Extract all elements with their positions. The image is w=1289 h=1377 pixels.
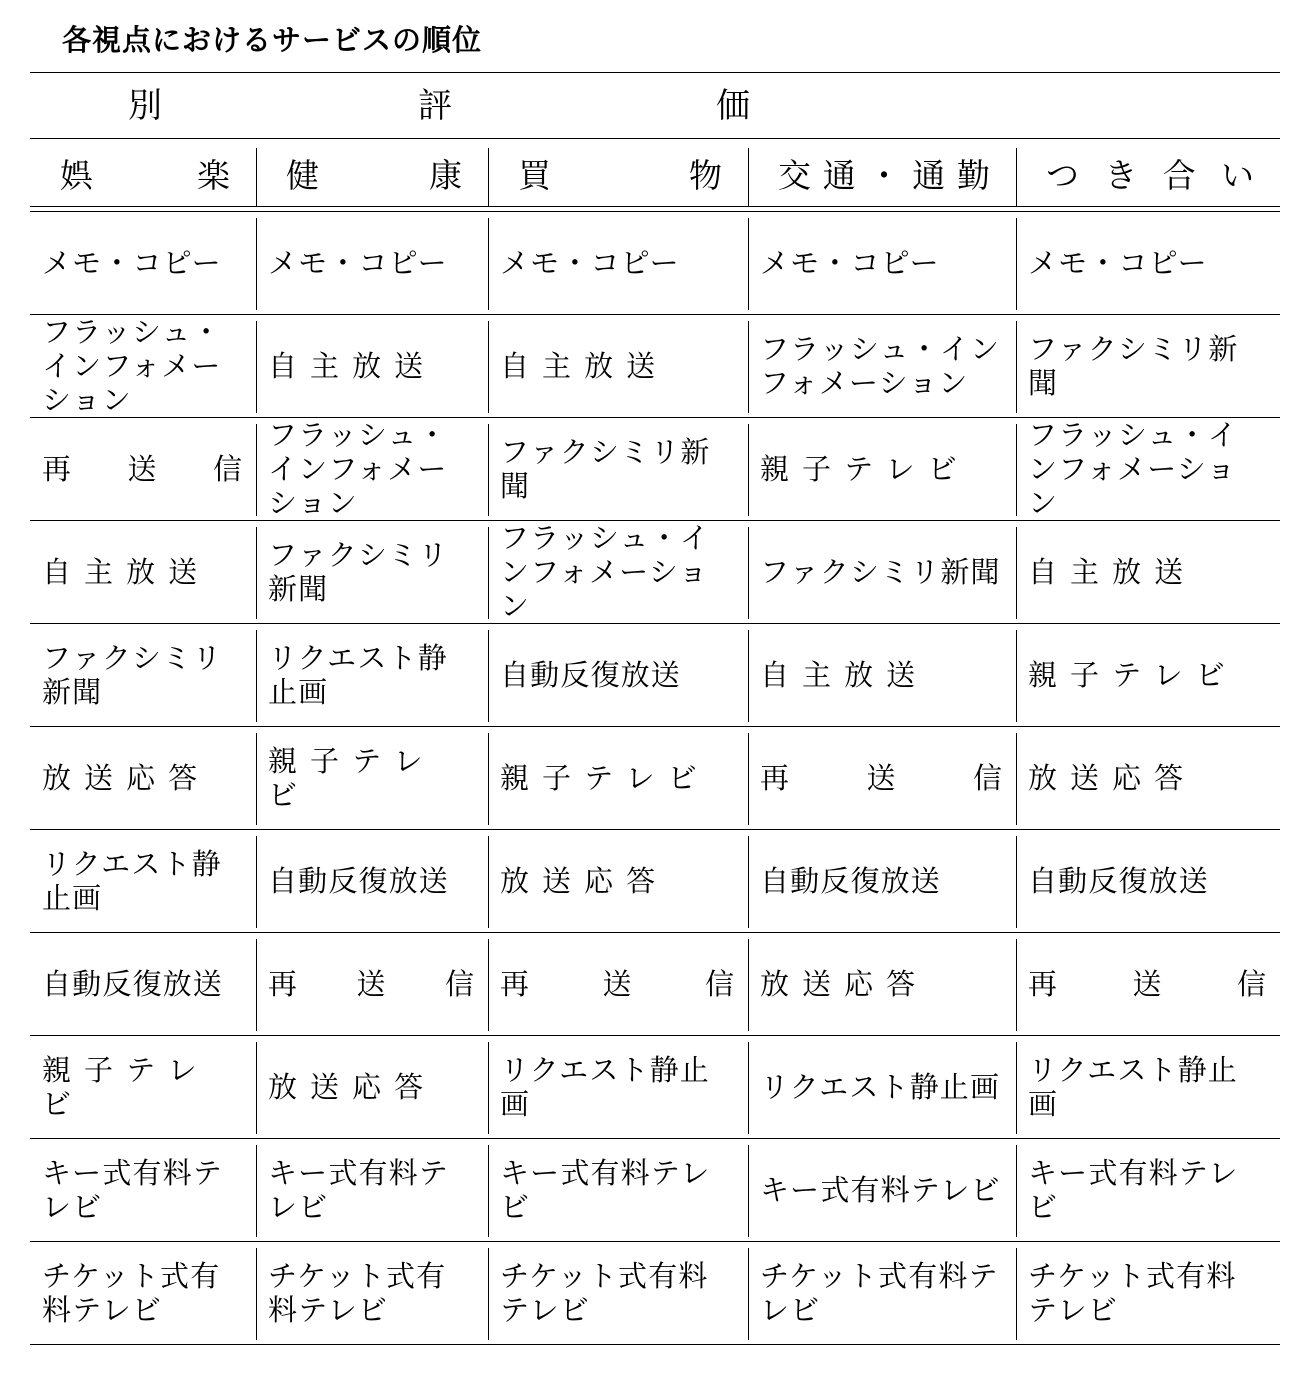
- column-separator: [1016, 218, 1017, 310]
- column-header-char: 娯: [60, 155, 93, 195]
- cell-char: 再: [268, 966, 298, 1001]
- cell-text: チケット式有料テレビ: [760, 1258, 999, 1327]
- column-separator: [256, 939, 257, 1031]
- cell-text: 放送応答: [42, 760, 211, 795]
- cell-text: チケット式有料テレビ: [1028, 1258, 1237, 1327]
- table-row: [30, 933, 1280, 1036]
- column-separator: [488, 1248, 489, 1340]
- table-cell-shopping: [488, 1139, 748, 1240]
- table-cell-shopping: [488, 1036, 748, 1137]
- table-cell-health: [256, 1139, 488, 1240]
- table-row: [30, 212, 1280, 315]
- column-separator: [748, 630, 749, 722]
- cell-text: メモ・コピー: [500, 245, 680, 280]
- table-cell-entertainment: [30, 933, 256, 1034]
- column-header-separator: [748, 148, 749, 206]
- table-cell-shopping: [488, 727, 748, 828]
- table-row: [30, 1139, 1280, 1242]
- table-cell-social: [1016, 315, 1280, 416]
- column-separator: [748, 424, 749, 516]
- cell-text: チケット式有料テレビ: [268, 1258, 447, 1327]
- column-separator: [488, 733, 489, 825]
- cell-char: 信: [1236, 966, 1266, 1001]
- column-separator: [748, 939, 749, 1031]
- table-cell-health: [256, 315, 488, 416]
- table-cell-shopping: [488, 624, 748, 725]
- cell-text: 自動反復放送: [500, 657, 681, 692]
- table-cell-commute: [748, 315, 1016, 416]
- column-separator: [256, 424, 257, 516]
- table-cell-social: [1016, 521, 1280, 622]
- table-cell-commute: [748, 624, 1016, 725]
- table-cell-health: [256, 727, 488, 828]
- table-cell-entertainment: [30, 521, 256, 622]
- column-header-char: き: [1104, 155, 1138, 195]
- column-separator: [1016, 1248, 1017, 1340]
- cell-char: 再: [1028, 966, 1058, 1001]
- table-cell-shopping: [488, 1242, 748, 1343]
- cell-text: リクエスト静止画: [500, 1052, 710, 1121]
- column-separator: [1016, 1145, 1017, 1237]
- column-header-char: 物: [689, 155, 722, 195]
- column-header-separator: [1016, 148, 1017, 206]
- table-row: [30, 624, 1280, 727]
- column-header-char: 通: [912, 155, 946, 195]
- cell-char: 再: [500, 966, 530, 1001]
- column-separator: [488, 218, 489, 310]
- cell-text: メモ・コピー: [42, 245, 222, 280]
- table-cell-shopping: [488, 521, 748, 622]
- column-separator: [748, 321, 749, 413]
- cell-char: 送: [127, 451, 157, 486]
- cell-text: 放送応答: [760, 966, 929, 1001]
- cell-text: ファクシミリ新聞: [42, 640, 223, 709]
- cell-text: [42, 452, 242, 486]
- group-header-char-2: 評: [418, 86, 452, 126]
- cell-text: 自主放送: [268, 348, 437, 383]
- group-header-char-1: 別: [128, 86, 162, 126]
- table-cell-commute: [748, 1036, 1016, 1137]
- cell-text: フラッシュ・インフォメーション: [42, 314, 222, 417]
- cell-text: 親子テレビ: [760, 451, 970, 486]
- column-header-char: ・: [867, 155, 901, 195]
- column-separator: [488, 1042, 489, 1134]
- column-separator: [256, 1248, 257, 1340]
- cell-text: フラッシュ・インフォメーション: [500, 520, 710, 623]
- column-separator: [1016, 630, 1017, 722]
- table-cell-social: [1016, 830, 1280, 931]
- page-title: 各視点におけるサービスの順位: [62, 23, 483, 57]
- table-cell-shopping: [488, 418, 748, 519]
- table-cell-shopping: [488, 933, 748, 1034]
- table-cell-entertainment: [30, 1036, 256, 1137]
- cell-text: 親子テレビ: [500, 760, 710, 795]
- cell-text: キー式有料テレビ: [268, 1155, 449, 1224]
- cell-char: 送: [356, 966, 386, 1001]
- column-separator: [488, 630, 489, 722]
- column-separator: [748, 836, 749, 928]
- cell-text: キー式有料テレビ: [42, 1155, 223, 1224]
- cell-text: リクエスト静止画: [1028, 1052, 1238, 1121]
- cell-text: 放送応答: [268, 1069, 437, 1104]
- column-header-entertainment: [30, 140, 256, 206]
- cell-text: ファクシミリ新聞: [1028, 331, 1239, 400]
- cell-text: メモ・コピー: [268, 245, 448, 280]
- table-cell-health: [256, 933, 488, 1034]
- cell-text: 親子テレビ: [1028, 657, 1238, 692]
- cell-text: 自主放送: [42, 554, 211, 589]
- column-separator: [488, 424, 489, 516]
- cell-text: 自主放送: [500, 348, 669, 383]
- table-cell-health: [256, 1036, 488, 1137]
- table-cell-social: [1016, 624, 1280, 725]
- table-cell-health: [256, 418, 488, 519]
- cell-char: 信: [212, 451, 242, 486]
- cell-text: [268, 967, 474, 1001]
- cell-text: リクエスト静止画: [760, 1069, 1001, 1104]
- table-cell-commute: [748, 418, 1016, 519]
- column-header-social: [1016, 140, 1280, 206]
- table-cell-health: [256, 830, 488, 931]
- cell-char: 再: [760, 760, 790, 795]
- ranking-table: [30, 212, 1280, 1345]
- column-header-separator: [256, 148, 257, 206]
- header-divider-rule: [30, 138, 1280, 139]
- column-header-row: [30, 140, 1280, 206]
- column-separator: [256, 630, 257, 722]
- cell-text: [500, 967, 734, 1001]
- column-separator: [748, 218, 749, 310]
- column-separator: [748, 527, 749, 619]
- table-cell-health: [256, 624, 488, 725]
- column-separator: [748, 1042, 749, 1134]
- column-separator: [748, 1145, 749, 1237]
- column-separator: [256, 321, 257, 413]
- cell-text: メモ・コピー: [760, 245, 940, 280]
- table-row: [30, 521, 1280, 624]
- cell-text: 親子テレビ: [42, 1052, 210, 1121]
- table-cell-commute: [748, 521, 1016, 622]
- cell-text: ファクシミリ新聞: [500, 434, 711, 503]
- cell-text: フラッシュ・インフォメーション: [760, 331, 1001, 400]
- cell-text: 放送応答: [1028, 760, 1197, 795]
- cell-text: [760, 761, 1002, 795]
- column-separator: [488, 1145, 489, 1237]
- column-separator: [488, 321, 489, 413]
- cell-char: 再: [42, 451, 72, 486]
- cell-text: 自動反復放送: [760, 863, 941, 898]
- column-separator: [1016, 321, 1017, 413]
- column-header-separator: [488, 148, 489, 206]
- cell-text: 自主放送: [760, 657, 929, 692]
- table-cell-commute: [748, 1242, 1016, 1343]
- table-cell-entertainment: [30, 1139, 256, 1240]
- cell-text: チケット式有料テレビ: [500, 1258, 709, 1327]
- table-cell-health: [256, 1242, 488, 1343]
- cell-text: チケット式有料テレビ: [42, 1258, 221, 1327]
- cell-text: 自動反復放送: [268, 863, 449, 898]
- cell-text: リクエスト静止画: [268, 640, 448, 709]
- cell-text: 自主放送: [1028, 554, 1197, 589]
- table-row: [30, 830, 1280, 933]
- group-header-char-3: 価: [716, 86, 750, 126]
- column-separator: [256, 836, 257, 928]
- column-separator: [1016, 939, 1017, 1031]
- table-cell-shopping: [488, 315, 748, 416]
- table-cell-social: [1016, 212, 1280, 313]
- cell-text: 親子テレビ: [268, 743, 436, 812]
- column-separator: [1016, 733, 1017, 825]
- table-cell-social: [1016, 1242, 1280, 1343]
- column-separator: [256, 1145, 257, 1237]
- cell-char: 信: [444, 966, 474, 1001]
- table-row: [30, 1242, 1280, 1345]
- column-separator: [748, 1248, 749, 1340]
- table-cell-entertainment: [30, 1242, 256, 1343]
- cell-char: 信: [704, 966, 734, 1001]
- table-cell-commute: [748, 727, 1016, 828]
- table-cell-social: [1016, 1036, 1280, 1137]
- column-separator: [488, 939, 489, 1031]
- cell-text: 放送応答: [500, 863, 669, 898]
- table-row: [30, 315, 1280, 418]
- cell-char: 送: [866, 760, 896, 795]
- cell-text: フラッシュ・インフォメーション: [268, 417, 448, 520]
- cell-text: キー式有料テレビ: [1028, 1155, 1239, 1224]
- column-separator: [256, 527, 257, 619]
- column-separator: [1016, 836, 1017, 928]
- column-header-commute: [748, 140, 1016, 206]
- column-separator: [1016, 527, 1017, 619]
- column-header-char: 合: [1162, 155, 1196, 195]
- cell-char: 信: [972, 760, 1002, 795]
- cell-text: 自動反復放送: [1028, 863, 1209, 898]
- table-cell-entertainment: [30, 418, 256, 519]
- table-row: [30, 418, 1280, 521]
- column-separator: [256, 218, 257, 310]
- table-cell-shopping: [488, 830, 748, 931]
- group-header: [30, 72, 1280, 138]
- column-header-char: 楽: [197, 155, 230, 195]
- table-cell-health: [256, 521, 488, 622]
- table-cell-commute: [748, 830, 1016, 931]
- cell-char: 送: [602, 966, 632, 1001]
- cell-text: キー式有料テレビ: [500, 1155, 711, 1224]
- table-row: [30, 1036, 1280, 1139]
- column-header-char: 買: [518, 155, 551, 195]
- table-cell-social: [1016, 1139, 1280, 1240]
- column-separator: [748, 733, 749, 825]
- cell-text: ファクシミリ新聞: [760, 554, 1001, 589]
- table-cell-entertainment: [30, 727, 256, 828]
- table-cell-entertainment: [30, 624, 256, 725]
- cell-text: 自動反復放送: [42, 966, 223, 1001]
- cell-char: 送: [1132, 966, 1162, 1001]
- column-separator: [488, 836, 489, 928]
- column-separator: [1016, 424, 1017, 516]
- cell-text: メモ・コピー: [1028, 245, 1208, 280]
- column-header-shopping: [488, 140, 748, 206]
- column-header-char: 勤: [957, 155, 990, 195]
- cell-text: [1028, 967, 1266, 1001]
- column-header-char: 通: [822, 155, 856, 195]
- table-cell-entertainment: [30, 315, 256, 416]
- column-header-health: [256, 140, 488, 206]
- table-row: [30, 727, 1280, 830]
- table-cell-social: [1016, 418, 1280, 519]
- column-header-char: 健: [286, 155, 319, 195]
- column-header-char: つ: [1046, 155, 1079, 195]
- column-separator: [256, 733, 257, 825]
- table-cell-commute: [748, 212, 1016, 313]
- column-separator: [488, 527, 489, 619]
- column-separator: [1016, 1042, 1017, 1134]
- table-cell-commute: [748, 933, 1016, 1034]
- column-separator: [256, 1042, 257, 1134]
- table-cell-entertainment: [30, 830, 256, 931]
- column-header-char: い: [1220, 155, 1254, 195]
- table-cell-commute: [748, 1139, 1016, 1240]
- table-cell-social: [1016, 933, 1280, 1034]
- table-cell-social: [1016, 727, 1280, 828]
- column-header-char: 交: [778, 155, 811, 195]
- table-cell-health: [256, 212, 488, 313]
- table-cell-shopping: [488, 212, 748, 313]
- cell-text: ファクシミリ新聞: [268, 537, 449, 606]
- cell-text: キー式有料テレビ: [760, 1172, 1001, 1207]
- cell-text: フラッシュ・インフォメーション: [1028, 417, 1238, 520]
- cell-text: リクエスト静止画: [42, 846, 222, 915]
- column-header-char: 康: [429, 155, 462, 195]
- table-cell-entertainment: [30, 212, 256, 313]
